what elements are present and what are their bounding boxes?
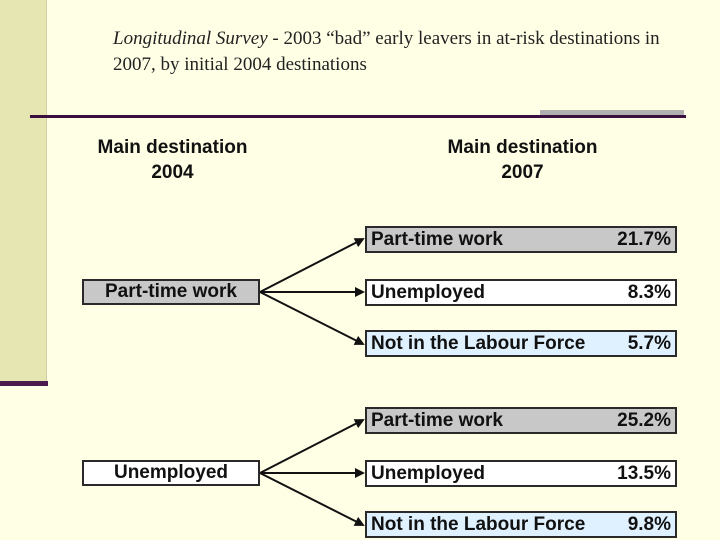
outcome-label: Part-time work: [371, 409, 503, 431]
group1-arrows: [260, 239, 363, 344]
header-left-line2: 2004: [151, 162, 194, 183]
arrow-g2-o3: [260, 473, 363, 525]
header-right-line2: 2007: [501, 162, 544, 183]
outcome-pct: 25.2%: [617, 409, 671, 431]
outcome-pct: 13.5%: [617, 462, 671, 484]
outcome-box-g1-unemployed: [365, 279, 677, 306]
arrow-g2-o1: [260, 420, 363, 473]
outcome-label: Unemployed: [371, 462, 486, 484]
outcome-box-g2-unemployed: [365, 460, 677, 487]
outcome-pct: 21.7%: [617, 228, 671, 250]
group2-arrows: [260, 420, 363, 525]
source-label: Unemployed: [113, 462, 229, 483]
outcome-pct: 5.7%: [627, 332, 671, 354]
outcome-label: Not in the Labour Force: [371, 513, 586, 535]
outcome-box-g2-nilf: [365, 511, 677, 538]
outcome-label: Part-time work: [371, 228, 503, 250]
outcome-label: Unemployed: [371, 281, 486, 303]
header-left-line1: Main destination: [97, 137, 248, 158]
source-box-part-time-work: [82, 279, 260, 305]
outcome-box-g1-part-time: [365, 226, 677, 253]
header-right-line1: Main destination: [447, 137, 598, 158]
outcome-pct: 8.3%: [627, 281, 671, 303]
arrow-g1-o1: [260, 239, 363, 292]
source-box-unemployed: [82, 460, 260, 486]
outcome-box-g1-nilf: [365, 330, 677, 357]
arrow-g1-o3: [260, 292, 363, 344]
outcome-pct: 9.8%: [627, 513, 671, 535]
title-italic: Longitudinal Survey: [113, 28, 268, 49]
outcome-label: Not in the Labour Force: [371, 332, 586, 354]
title-rest: - 2003 “bad” early leavers in at-risk destinations in 2007, by initial 2004 destinations: [113, 28, 660, 75]
outcome-box-g2-part-time: [365, 407, 677, 434]
source-label: Part-time work: [105, 281, 237, 302]
